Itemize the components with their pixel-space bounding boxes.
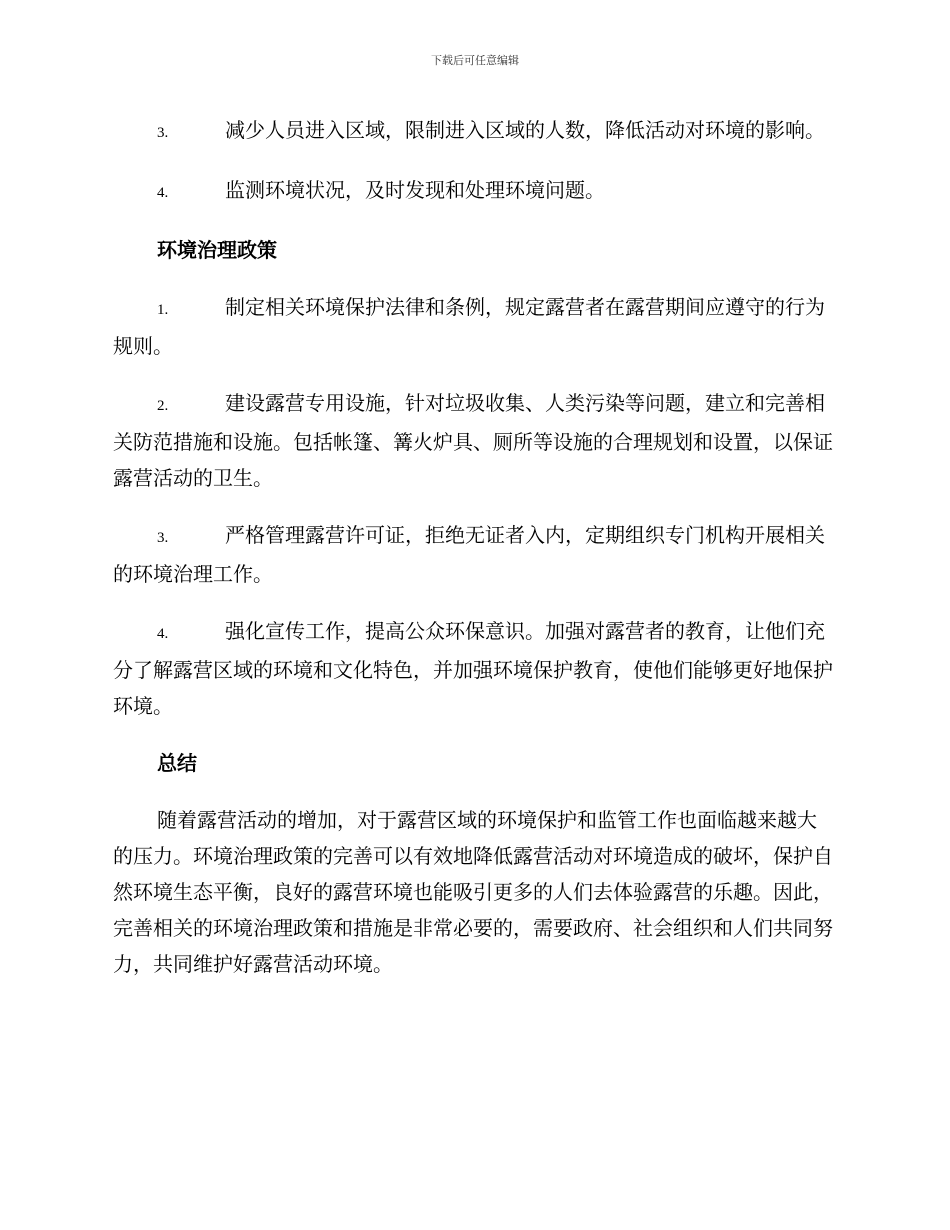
list-item [113, 613, 833, 724]
list-text: 建设露营专用设施，针对垃圾收集、人类污染等问题，建立和完善相关防范措施和设施。包括帐篷、篝火炉具、厕所等设施的合理规划和设置，以保证露营活动的卫生。 [113, 391, 833, 490]
document-body [113, 112, 833, 1003]
list-text: 强化宣传工作，提高公众环保意识。加强对露营者的教育，让他们充分了解露营区域的环境和文化特色，并加强环境保护教育，使他们能够更好地保护环境。 [113, 619, 833, 718]
list-item [113, 112, 833, 151]
list-number: 3. [157, 530, 169, 546]
list-item [113, 385, 833, 496]
list-number: 3. [157, 125, 169, 141]
summary-paragraph: 随着露营活动的增加，对于露营区域的环境保护和监管工作也面临越来越大的压力。环境治理政策的完善可以有效地降低露营活动对环境造成的破坏，保护自然环境生态平衡，良好的露营环境也能吸引更多的人们去体验露营的乐趣。因此，完善相关的环境治理政策和措施是非常必要的，需要政府、社会组织和人们共同努力，共同维护好露营活动环境。 [113, 808, 833, 976]
list-number: 1. [157, 302, 169, 318]
list-text: 监测环境状况，及时发现和处理环境问题。 [225, 178, 605, 202]
list-item [113, 517, 833, 592]
page-header: 下载后可任意编辑 [431, 54, 519, 67]
section-heading-policy: 环境治理政策 [157, 238, 277, 262]
list-number: 4. [157, 626, 169, 642]
list-number: 2. [157, 398, 169, 414]
list-item [113, 172, 833, 211]
list-number: 4. [157, 185, 169, 201]
list-item [113, 289, 833, 364]
list-text: 减少人员进入区域，限制进入区域的人数，降低活动对环境的影响。 [225, 118, 825, 142]
list-text: 严格管理露营许可证，拒绝无证者入内，定期组织专门机构开展相关的环境治理工作。 [113, 523, 825, 586]
section-heading-summary: 总结 [157, 751, 197, 775]
list-text: 制定相关环境保护法律和条例，规定露营者在露营期间应遵守的行为规则。 [113, 295, 825, 358]
